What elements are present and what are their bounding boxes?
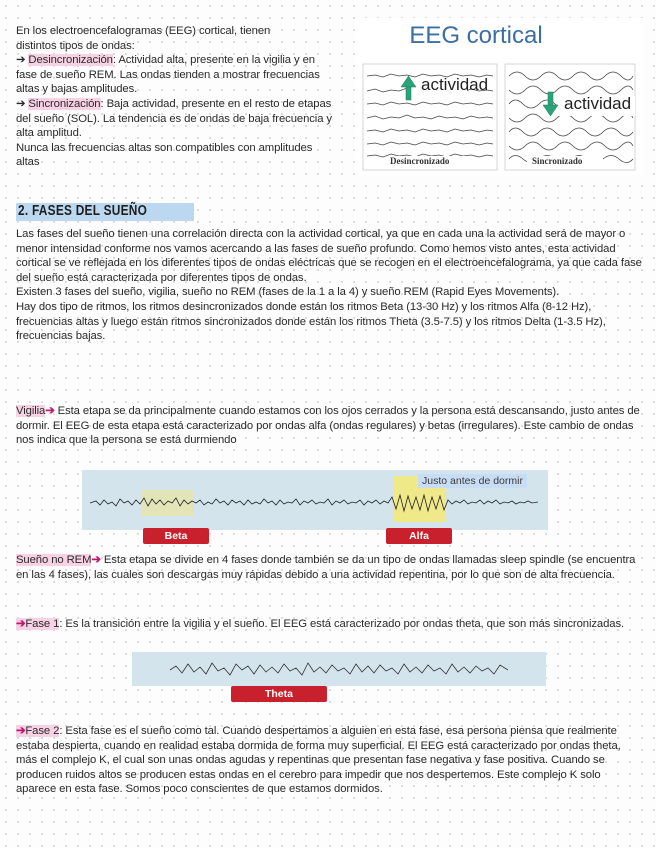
fase1-text: : Es la transición entre la vigilia y el sueño. El EEG está caracterizado por ondas theta, que son más sincronizadas.: [59, 618, 625, 630]
desync-item: [16, 53, 334, 97]
arrow-right-icon: ➔: [16, 54, 26, 67]
theta-wave-image: [132, 652, 546, 686]
fase2-paragraph: [16, 724, 642, 797]
section-body: [16, 227, 642, 344]
nrem-term: Sueño no REM: [16, 554, 92, 566]
arrow-right-icon: ➔: [45, 405, 55, 417]
theta-eeg-strip: [132, 652, 546, 686]
sync-term: Sincronización: [28, 97, 101, 110]
section-title: 2. FASES DEL SUEÑO: [18, 203, 148, 219]
arrow-right-icon: ➔: [16, 618, 26, 630]
eeg-cortical-figure: [355, 18, 643, 176]
intro-closing: Nunca las frecuencias altas son compatibles con amplitudes altas: [16, 141, 313, 169]
vigilia-paragraph: [16, 404, 642, 448]
nrem-paragraph: [16, 553, 642, 582]
paragraph-2: Existen 3 fases del sueño, vigilia, sueño no REM (fases de la 1 a la 4) y sueño REM (Rapid Eyes Movements).: [16, 286, 560, 299]
desync-text: : Actividad alta, presente en la vigilia y en fase de sueño REM. Las ondas tienden a mostrar frecuencias altas y bajas amplitudes.: [16, 54, 320, 96]
vigilia-text: Esta etapa se da principalmente cuando estamos con los ojos cerrados y la persona está descansando, justo antes de dormir. El EEG de esta etapa está caracterizado por ondas alfa (ondas regulares) y betas (irregulares). Este cambio de ondas nos indica que la persona se está durmiendo: [16, 405, 640, 447]
intro-paragraph: [16, 24, 334, 170]
activity-label-right: actividad: [564, 94, 632, 113]
fase1-term: Fase 1: [25, 618, 60, 630]
fase2-term: Fase 2: [25, 725, 60, 737]
paragraph-1: Las fases del sueño tienen una correlación directa con la actividad cortical, ya que en cada una la actividad será de mayor o menor intensidad conforme nos vamos acercando a las fases de sueño profundo. Como hemos visto antes, esta actividad cortical se ve reflejada en los diferentes tipos de ondas eléctricas que se recogen en el electroencefalograma, ya que cada fase del sueño está caracterizada por diferentes tipos de ondas.: [16, 228, 642, 284]
paragraph-3: Hay dos tipo de ritmos, los ritmos desincronizados donde están los ritmos Beta (13-30 Hz) y los ritmos Alfa (8-12 Hz), frecuencias altas y luego están ritmos sincronizados donde están los ritmos Theta (3.5-7.5) y los ritmos Delta (1-3.5 Hz), frecuencias bajas.: [16, 300, 606, 343]
desync-term: Desincronización: [28, 54, 113, 67]
arrow-right-icon: ➔: [16, 97, 26, 110]
sync-text: : Baja actividad, presente en el resto de etapas del sueño (SOL). La tendencia es de ondas de baja frecuencia y alta amplitud.: [16, 97, 332, 140]
caption-desincronizado: Desincronizado: [390, 156, 450, 166]
alfa-label: Alfa: [386, 528, 452, 544]
caption-sincronizado: Sincronizado: [532, 156, 583, 166]
sync-item: [16, 97, 334, 141]
vigilia-figure-note: Justo antes de dormir: [418, 474, 527, 488]
theta-label: Theta: [231, 686, 327, 702]
eeg-figure-title: EEG cortical: [409, 22, 543, 49]
fase2-text: : Esta fase es el sueño como tal. Cuando despertamos a alguien en esta fase, esa persona piensa que realmente estaba despierta, cuando en realidad estaba dormida de forma muy superficial. El EEG está caracterizado por ondas theta, más el complejo K, el cual son unas ondas agudas y repentinas que presentan fase negativa y fase positiva. Cuando se producen ruidos altos se producen estas ondas en el cerebro para impedir que nos despertemos. Este complejo K solo aparece en esta fase. Somos poco conscientes de que estamos dormidos.: [16, 725, 621, 796]
vigilia-term: Vigilia: [16, 405, 46, 417]
activity-label-left: actividad: [421, 75, 489, 94]
arrow-right-icon: ➔: [91, 554, 101, 566]
intro-line-2: distintos tipos de ondas:: [16, 39, 135, 52]
vigilia-eeg-strip: [82, 470, 548, 530]
fase1-paragraph: [16, 617, 642, 632]
nrem-text: Esta etapa se divide en 4 fases donde también se da un tipo de ondas llamadas sleep spindle (se encuentra en las 4 fases), las cuales son descargas muy rápidas debido a una actividad repentina, por lo que son de alta frecuencia.: [16, 554, 636, 581]
beta-label: Beta: [143, 528, 209, 544]
arrow-right-icon: ➔: [16, 725, 26, 737]
intro-line-1: En los electroencefalogramas (EEG) cortical, tienen: [16, 25, 271, 37]
section-heading: [16, 203, 194, 221]
